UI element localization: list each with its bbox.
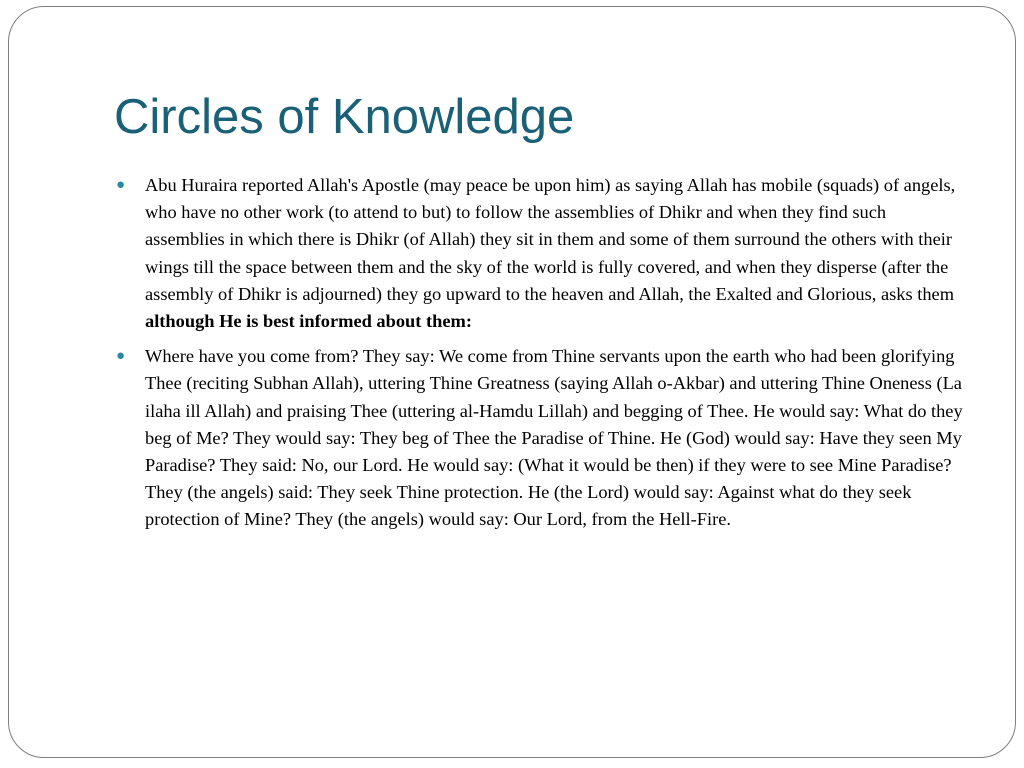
bullet-item-2: [115, 343, 963, 533]
bullet-1-text: Abu Huraira reported Allah's Apostle (may peace be upon him) as saying Allah has mobile (squads) of angels, who have no other work (to attend to but) to follow the assemblies of Dhikr and when they find such assemblies in which there is Dhikr (of Allah) they sit in them and some of them surround the others with their wings till the space between them and the sky of the world is fully covered, and when they disperse (after the assembly of Dhikr is adjourned) they go upward to the heaven and Allah, the Exalted and Glorious, asks them: [145, 175, 956, 304]
bullet-dot-icon: ●: [116, 177, 126, 193]
slide-title: Circles of Knowledge: [114, 90, 575, 144]
bullet-item-1: [115, 172, 963, 335]
slide-frame: [8, 6, 1016, 758]
bullet-list: [115, 172, 963, 542]
bullet-1-bold-text: although He is best informed about them:: [145, 311, 472, 332]
bullet-dot-icon: ●: [116, 348, 126, 365]
bullet-2-text: Where have you come from? They say: We come from Thine servants upon the earth who had been glorifying Thee (reciting Subhan Allah), uttering Thine Greatness (saying Allah o-Akbar) and uttering Thine Oneness (La ilaha ill Allah) and praising Thee (uttering al-Hamdu Lillah) and begging of Thee. He would say: What do they beg of Me? They would say: They beg of Thee the Paradise of Thine. He (God) would say: Have they seen My Paradise? They said: No, our Lord. He would say: (What it would be then) if they were to see Mine Paradise? They (the angels) said: They seek Thine protection. He (the Lord) would say: Against what do they seek protection of Mine? They (the angels) would say: Our Lord, from the Hell-Fire.: [145, 346, 963, 530]
